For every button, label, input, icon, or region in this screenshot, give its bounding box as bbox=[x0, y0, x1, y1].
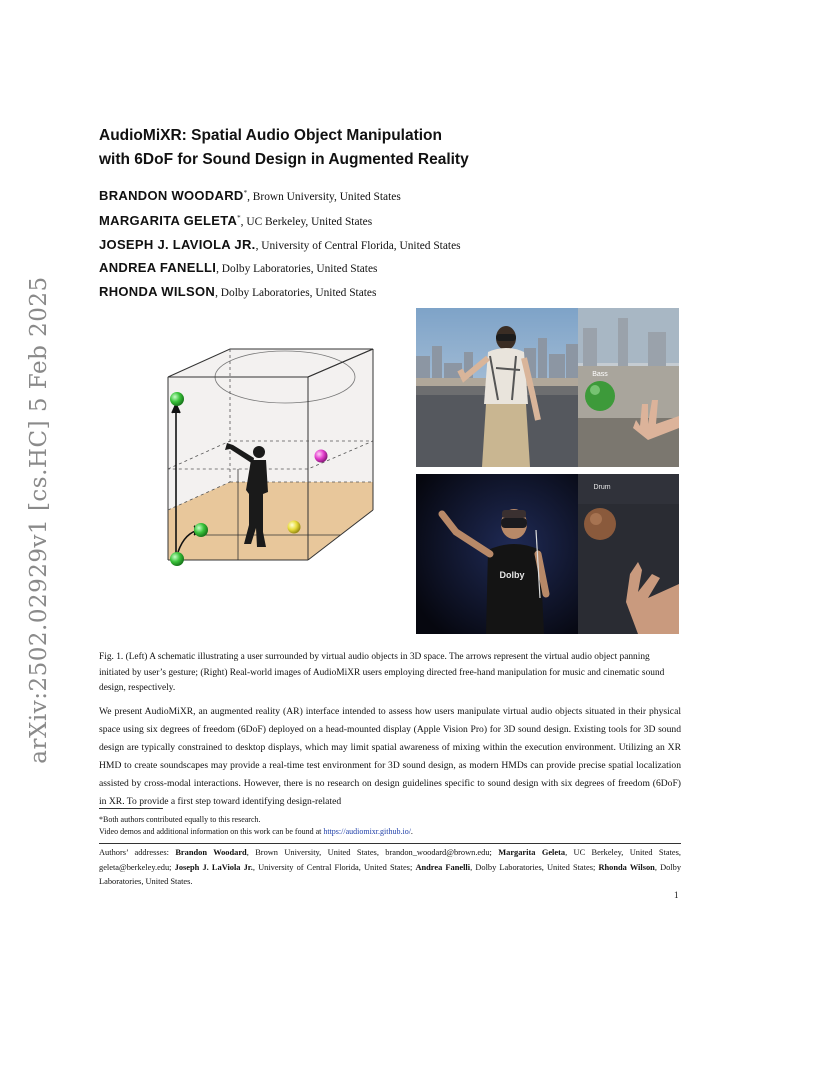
author-mark: * bbox=[243, 189, 248, 197]
audio-object-green-mid bbox=[194, 523, 208, 537]
author-name: BRANDON WOODARD bbox=[99, 187, 244, 203]
author-name: ANDREA FANELLI bbox=[99, 260, 217, 276]
address-name: Margarita Geleta bbox=[498, 848, 566, 857]
dolby-shirt-logo: Dolby bbox=[499, 570, 525, 580]
author-affiliation: , Dolby Laboratories, United States bbox=[216, 263, 378, 276]
bass-label: Bass bbox=[592, 371, 608, 378]
address-detail: , University of Central Florida, United States; bbox=[252, 862, 416, 872]
photo-studio-user bbox=[416, 474, 578, 634]
drum-label: Drum bbox=[593, 484, 611, 491]
footnotes bbox=[99, 814, 681, 837]
project-link[interactable]: https://audiomixr.github.io/ bbox=[323, 826, 411, 836]
audio-object-green-top bbox=[170, 392, 184, 406]
author-affiliation: , Brown University, United States bbox=[247, 190, 401, 203]
audio-object-pink bbox=[315, 450, 328, 463]
author-line bbox=[99, 281, 461, 305]
address-detail: , Brown University, United States, brandon_woodard@brown.edu; bbox=[246, 848, 499, 857]
title-line-1: AudioMiXR: Spatial Audio Object Manipulation bbox=[99, 127, 442, 144]
title-line-2: with 6DoF for Sound Design in Augmented Reality bbox=[99, 151, 469, 168]
author-line bbox=[99, 183, 461, 208]
audio-object-green-bottom bbox=[170, 552, 184, 566]
author-line bbox=[99, 208, 461, 233]
photo-drum-passthrough bbox=[578, 474, 679, 634]
address-name: Brandon Woodard bbox=[175, 848, 247, 857]
author-affiliation: , UC Berkeley, United States bbox=[240, 216, 373, 229]
bass-audio-object bbox=[585, 381, 615, 411]
photo-rooftop-user bbox=[416, 308, 578, 467]
author-affiliation: , University of Central Florida, United States bbox=[255, 239, 461, 252]
author-name: MARGARITA GELETA bbox=[99, 213, 238, 229]
video-note bbox=[99, 826, 681, 838]
page-number: 1 bbox=[674, 890, 679, 900]
addresses-lead: Authors’ addresses: bbox=[99, 848, 176, 857]
address-name: Andrea Fanelli bbox=[415, 862, 471, 872]
paper-title bbox=[99, 124, 469, 172]
audio-object-yellow bbox=[288, 521, 301, 534]
drum-audio-object bbox=[584, 508, 616, 540]
author-affiliation: , Dolby Laboratories, United States bbox=[215, 286, 377, 299]
author-addresses bbox=[99, 846, 681, 890]
author-line bbox=[99, 234, 461, 258]
author-name: JOSEPH J. LAVIOLA JR. bbox=[99, 236, 256, 252]
address-detail: , UC Berkeley, United States, geleta@berkeley.edu; bbox=[99, 848, 681, 872]
video-note-end: . bbox=[410, 826, 413, 836]
author-mark: * bbox=[237, 214, 241, 223]
address-name: Rhonda Wilson bbox=[598, 862, 655, 872]
figure-caption: Fig. 1. (Left) A schematic illustrating a user surrounded by virtual audio objects in 3D space. The arrows represent the virtual audio object panning initiated by user’s gesture; (Right) Real-world images of AudioMiXR users employing directed free-hand manipulation for music and cinematic sound design, respectively. bbox=[99, 652, 665, 693]
author-list bbox=[99, 183, 461, 304]
address-name: Joseph J. LaViola Jr. bbox=[174, 862, 253, 872]
addresses-rule bbox=[99, 843, 681, 844]
schematic-figure bbox=[130, 322, 380, 582]
arxiv-identifier: arXiv:2502.02929v1 [cs.HC] 5 Feb 2025 bbox=[26, 276, 52, 764]
video-note-text: Video demos and additional information on this work can be found at bbox=[99, 826, 324, 836]
address-detail: , Dolby Laboratories, United States; bbox=[470, 862, 599, 872]
arxiv-sidebar bbox=[22, 276, 56, 764]
author-line bbox=[99, 257, 461, 281]
abstract: We present AudioMiXR, an augmented reality (AR) interface intended to assess how users manipulate virtual audio objects situated in their physical space using six degrees of freedom (6DoF) deployed on a head-mounted display (Apple Vision Pro) for 3D sound design. Existing tools for 3D sound design are typically constrained to desktop displays, which may limit spatial awareness of mixing within the execution environment. Utilizing an XR HMD to create soundscapes may provide a real-time test environment for 3D sound design, as modern HMDs can provide precise spatial localization assisted by cross-modal interactions. However, there is no research on design guidelines specific to sound design with six degrees of freedom (6DoF) in XR. To provide a first step toward identifying design-related bbox=[99, 706, 681, 807]
photo-bass-passthrough bbox=[578, 308, 679, 467]
address-detail: , Dolby Laboratories, United States. bbox=[99, 862, 682, 886]
author-name: RHONDA WILSON bbox=[99, 283, 216, 299]
footnote-rule bbox=[99, 808, 163, 809]
equal-contribution-note: *Both authors contributed equally to this research. bbox=[99, 815, 261, 824]
